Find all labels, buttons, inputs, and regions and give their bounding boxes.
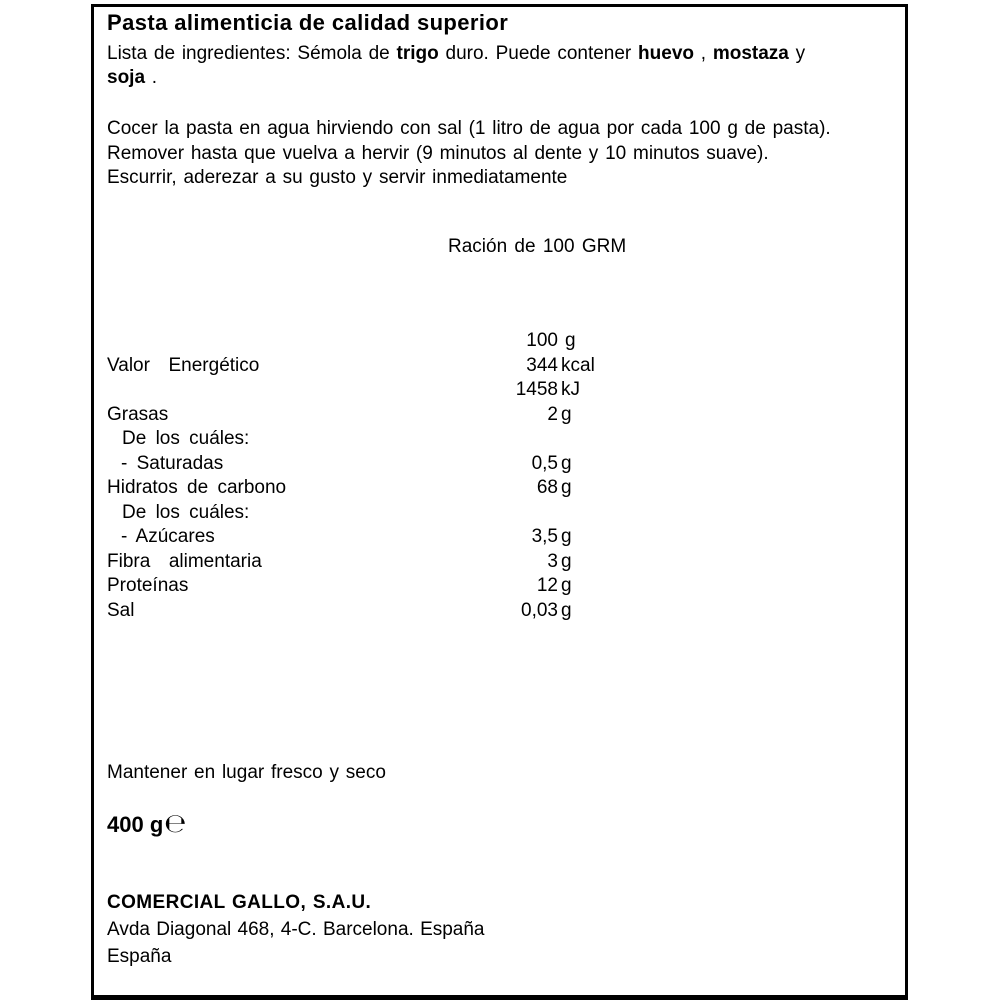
table-row (107, 427, 895, 452)
nutrition-table (107, 329, 895, 623)
row-value: 1458 (515, 379, 558, 400)
table-row (107, 550, 895, 575)
row-value (407, 501, 558, 526)
company-country: España (107, 946, 172, 967)
row-unit: g (561, 575, 572, 596)
ingredients-sep: , (694, 43, 713, 64)
net-weight-value: 400 g (107, 812, 164, 837)
label-border-box (91, 4, 908, 1000)
table-header-row (107, 329, 895, 354)
ingredients-mid: duro. Puede contener (438, 43, 639, 64)
row-value: 0,03 (521, 599, 558, 621)
table-row (107, 378, 895, 403)
row-value: 3 (547, 550, 558, 572)
estimated-sign: ℮ (164, 809, 187, 839)
row-label: - Azúcares (121, 526, 215, 547)
row-label: Sal (107, 599, 135, 621)
table-row (107, 574, 895, 599)
row-value: 68 (536, 477, 558, 498)
allergen-huevo: huevo (638, 43, 694, 64)
company-name: COMERCIAL GALLO, S.A.U. (107, 892, 372, 913)
ingredients-end: . (145, 66, 158, 88)
row-label: De los cuáles: (122, 501, 250, 523)
row-label (107, 378, 407, 403)
row-value: 3,5 (531, 526, 558, 547)
row-label: Fibra alimentaria (107, 550, 262, 572)
allergen-mostaza: mostaza (712, 43, 789, 64)
header-unit: g (565, 330, 576, 351)
table-row (107, 452, 895, 477)
allergen-soja: soja (107, 66, 146, 88)
row-label: - Saturadas (121, 452, 224, 474)
row-value: 12 (536, 575, 558, 596)
ingredients-line-1 (107, 42, 895, 66)
ingredients-section (107, 42, 895, 89)
manufacturer-block (107, 889, 895, 970)
ingredients-sep-2: y (788, 43, 806, 64)
row-label: Grasas (107, 403, 169, 425)
net-weight (107, 810, 895, 839)
row-value: 344 (526, 354, 558, 376)
table-row (107, 525, 895, 550)
row-label: Hidratos de carbono (107, 477, 287, 498)
header-value: 100 (526, 330, 558, 351)
table-row (107, 599, 895, 624)
table-row (107, 501, 895, 526)
row-unit: kcal (561, 354, 595, 376)
cooking-instructions (107, 117, 895, 191)
row-label: De los cuáles: (122, 428, 250, 449)
row-unit (558, 427, 561, 452)
row-value: 2 (547, 403, 558, 425)
row-unit: g (561, 550, 572, 572)
ingredients-intro: Lista de ingredientes: Sémola de (107, 43, 397, 64)
allergen-trigo: trigo (396, 43, 439, 64)
row-value (407, 427, 558, 452)
header-label (107, 329, 407, 354)
instructions-line-3: Escurrir, aderezar a su gusto y servir inmediatamente (107, 167, 568, 188)
row-unit: kJ (561, 379, 580, 400)
row-unit: g (561, 452, 572, 474)
storage-instructions: Mantener en lugar fresco y seco (107, 762, 386, 783)
row-unit (558, 501, 561, 526)
ingredients-line-2 (107, 66, 895, 90)
row-unit: g (561, 599, 572, 621)
row-unit: g (561, 477, 572, 498)
table-row (107, 476, 895, 501)
row-unit: g (561, 526, 572, 547)
row-label: Valor Energético (107, 354, 260, 376)
serving-size-header: Ración de 100 GRM (448, 235, 627, 257)
row-label: Proteínas (107, 575, 189, 596)
row-value: 0,5 (531, 452, 558, 474)
table-row (107, 354, 895, 379)
instructions-line-2: Remover hasta que vuelva a hervir (9 minutos al dente y 10 minutos suave). (107, 142, 769, 164)
company-address: Avda Diagonal 468, 4-C. Barcelona. España (107, 919, 485, 940)
row-unit: g (561, 403, 572, 425)
instructions-line-1: Cocer la pasta en agua hirviendo con sal (1 litro de agua por cada 100 g de pasta). (107, 118, 831, 139)
table-row (107, 403, 895, 428)
product-title: Pasta alimenticia de calidad superior (107, 10, 509, 35)
